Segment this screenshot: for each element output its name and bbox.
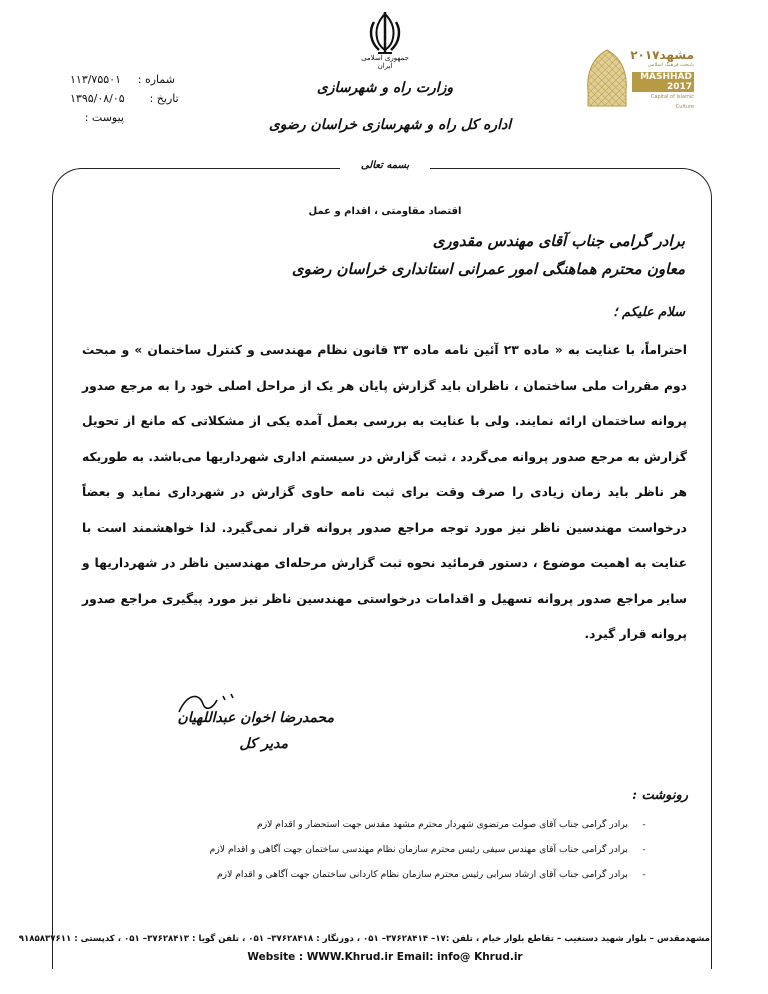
cc-title: رونوشت :: [632, 788, 688, 803]
mashhad-2017-logo: [584, 44, 694, 124]
basmala: بسمه تعالی: [340, 160, 430, 171]
signature-block: [118, 690, 348, 770]
date-label: تاریخ :: [149, 92, 179, 105]
cc-item-text: برادر گرامی جناب آقای ارشاد سرابی رئیس محترم سازمان نظام کاردانی ساختمان جهت آگاهی و اقدام لازم: [216, 869, 628, 880]
date-value: ۱۳۹۵/۰۸/۰۵: [70, 92, 125, 105]
number-label: شماره :: [137, 73, 175, 86]
greeting: سلام علیکم ؛: [613, 305, 685, 320]
cc-item-text: برادر گرامی جناب آقای صولت مرتضوی شهردار محترم مشهد مقدس جهت استحضار و اقدام لازم: [257, 819, 628, 830]
letter-meta: [70, 70, 220, 127]
logo-line2: MASHHAD 2017: [632, 72, 694, 92]
cc-item: [140, 862, 660, 887]
cc-item: [140, 837, 660, 862]
number-value: ۱۱۳/۷۵۵۰۱: [70, 73, 121, 86]
meta-date-row: [70, 89, 220, 108]
signer-title: مدیر کل: [239, 736, 288, 752]
cc-item: [140, 812, 660, 837]
cc-item-text: برادر گرامی جناب آقای مهندس سیفی رئیس محترم سازمان نظام مهندسی ساختمان جهت آگاهی و اقدام لازم: [209, 844, 628, 855]
recipient-line-1: برادر گرامی جناب آقای مهندس مقدوری: [432, 232, 685, 250]
ministry-name: وزارت راه و شهرسازی: [316, 80, 454, 96]
emblem-icon: [365, 10, 405, 56]
cc-dash: -: [642, 869, 646, 880]
slogan: اقتصاد مقاومتی ، اقدام و عمل: [308, 206, 462, 217]
logo-line3: Capital of Islamic Culture: [650, 94, 694, 110]
dome-icon: [584, 48, 630, 108]
cc-list: [140, 812, 660, 887]
cc-dash: -: [642, 844, 646, 855]
meta-number-row: [70, 70, 220, 89]
emblem-caption: جمهوری اسلامی ایران: [361, 54, 409, 70]
letter-body: [82, 333, 687, 653]
meta-attachment-row: [70, 108, 220, 127]
department-name: اداره کل راه و شهرسازی خراسان رضوی: [268, 117, 512, 133]
logo-text: [632, 50, 694, 112]
footer-address: مشهدمقدس – بلوار شهید دستغیب – تقاطع بلوار خیام ، تلفن :۱۷– ۳۷۶۲۸۴۱۴– ۰۵۱ ، دورنگار : ۳۷۶۲۸۴۱۸– ۰۵۱ ، تلفن گویا : ۳۷۶۲۸۴۱۳– ۰۵۱ ، کدپستی : ۹۱۸۵۸۳۷۶۱۱: [18, 934, 710, 944]
logo-line1: پایتخت فرهنگ اسلامی: [647, 62, 694, 68]
iran-emblem-logo: [360, 10, 410, 70]
signer-name: محمدرضا اخوان عبداللهیان: [177, 710, 334, 726]
logo-title: مشهد۲۰۱۷: [630, 48, 694, 62]
recipient-line-2: معاون محترم هماهنگی امور عمرانی استانداری خراسان رضوی: [291, 260, 685, 278]
footer-web: Website : WWW.Khrud.ir Email: info@ Khrud.ir: [247, 951, 523, 963]
cc-dash: -: [642, 819, 646, 830]
attachment-label: پیوست :: [84, 111, 124, 124]
body-paragraph: احتراماً، با عنایت به « ماده ۲۳ آئین نامه ماده ۳۳ قانون نظام مهندسی و کنترل ساختمان » و مبحث دوم مقررات ملی ساختمان ، ناظران باید گزارش پایان هر یک از مراحل اصلی خود را به مرجع صدور پروانه ساختمان ارائه نمایند. ولی با عنایت به بررسی بعمل آمده یکی از مشکلاتی که مانع از تحویل گزارش به مرجع صدور پروانه می‌گردد ، ثبت گزارش در سیستم اداری شهرداریها می‌باشد. به طوریکه هر ناظر باید زمان زیادی را صرف وقت برای ثبت نامه حاوی گزارش در شهرداری نماید و بعضاً درخواست مهندسین ناظر نیز مورد توجه مراجع صدور پروانه قرار نمی‌گیرد. لذا خواهشمند است با عنایت به اهمیت موضوع ، دستور فرمائید نحوه ثبت گزارش مرحله‌ای مهندسین ناظر در شهرداریها و سایر مراجع صدور پروانه تسهیل و اقدامات درخواستی مهندسین ناظر نیز مورد پیگیری مراجع صدور پروانه قرار گیرد.: [82, 343, 687, 641]
